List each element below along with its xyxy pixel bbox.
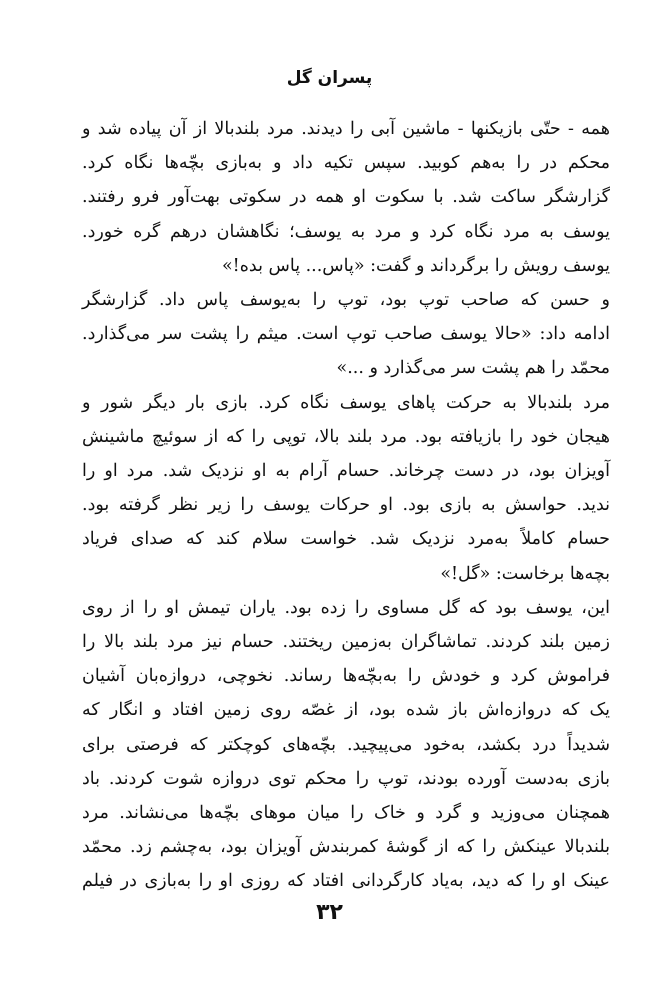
text-line: و حسن که صاحب توپ بود، توپ را به‌یوسف پاس داد. گزارشگر <box>82 290 610 311</box>
paragraph-4 <box>82 591 610 899</box>
paragraph-3 <box>82 386 610 591</box>
text-line: بچه‌ها برخاست: «گل!» <box>440 563 610 584</box>
text-line: بازی به‌دست آورده بودند، توپ را محکم توی دروازه شوت کردند. باد <box>82 768 610 789</box>
text-line: هیجان خود را بازیافته بود. مرد بلند بالا، توپی را که از سوئیچ ماشینش <box>82 426 610 447</box>
body-text <box>82 112 610 899</box>
text-line: عینک او را که دید، به‌یاد کارگردانی افتاد که روزی او را به‌بازی در فیلم <box>82 871 610 892</box>
paragraph-2 <box>82 283 610 386</box>
text-line: ادامه داد: «حالا یوسف صاحب توپ است. میثم را پشت سر می‌گذارد. <box>82 324 610 345</box>
text-line: یک که دروازه‌اش باز شده بود، از غصّه روی زمین افتاد و انگار که <box>82 700 610 721</box>
text-line: زمین بلند کردند. تماشاگران به‌زمین ریختند. حسام نیز مرد بلند بالا را <box>82 632 610 653</box>
text-line: یوسف به مرد نگاه کرد و مرد به یوسف؛ نگاهشان درهم گره خورد. <box>82 221 610 242</box>
text-line: محمّد را هم پشت سر می‌گذارد و ...» <box>336 358 610 379</box>
text-line: شدیداً درد بکشد، به‌خود می‌پیچید. بچّه‌های کوچکتر که فرصتی برای <box>82 734 610 755</box>
text-line: این، یوسف بود که گل مساوی را زده بود. یاران تیمش او را از روی <box>82 597 610 618</box>
text-line: حسام کاملاً به‌مرد نزدیک شد. خواست سلام کند که صدای فریاد <box>82 529 610 550</box>
text-line: یوسف رویش را برگرداند و گفت: «پاس... پاس بده!» <box>221 255 610 276</box>
text-line: گزارشگر ساکت شد. با سکوت او همه در سکوتی بهت‌آور فرو رفتند. <box>82 187 610 208</box>
text-line: مرد بلندبالا به حرکت پاهای یوسف نگاه کرد. بازی بار دیگر شور و <box>82 392 610 413</box>
running-head: پسران گل <box>286 68 373 88</box>
page-number: ۳۲ <box>316 900 343 925</box>
text-line: همه - حتّی بازیکنها - ماشین آبی را دیدند. مرد بلندبالا از آن پیاده شد و <box>82 119 610 139</box>
text-line: محکم در را به‌هم کوبید. سپس تکیه داد و به‌بازی بچّه‌ها نگاه کرد. <box>82 153 610 174</box>
text-line: آویزان بود، در دست چرخاند. حسام آرام به او نزدیک شد. مرد او را <box>82 461 610 482</box>
text-line: همچنان می‌وزید و گرد و خاک را میان موهای بچّه‌ها می‌نشاند. مرد <box>82 803 610 824</box>
text-line: بلندبالا عینکش را که از گوشهٔ کمربندش آویزان بود، به‌چشم زد. محمّد <box>82 837 610 858</box>
text-line: ندید. حواسش به بازی بود. او حرکات یوسف را زیر نظر گرفته بود. <box>82 495 610 516</box>
paragraph-1 <box>82 112 610 283</box>
text-line: فراموش کرد و خودش را به‌بچّه‌ها رساند. نخوچی، دروازه‌بان آشیان <box>82 666 610 687</box>
